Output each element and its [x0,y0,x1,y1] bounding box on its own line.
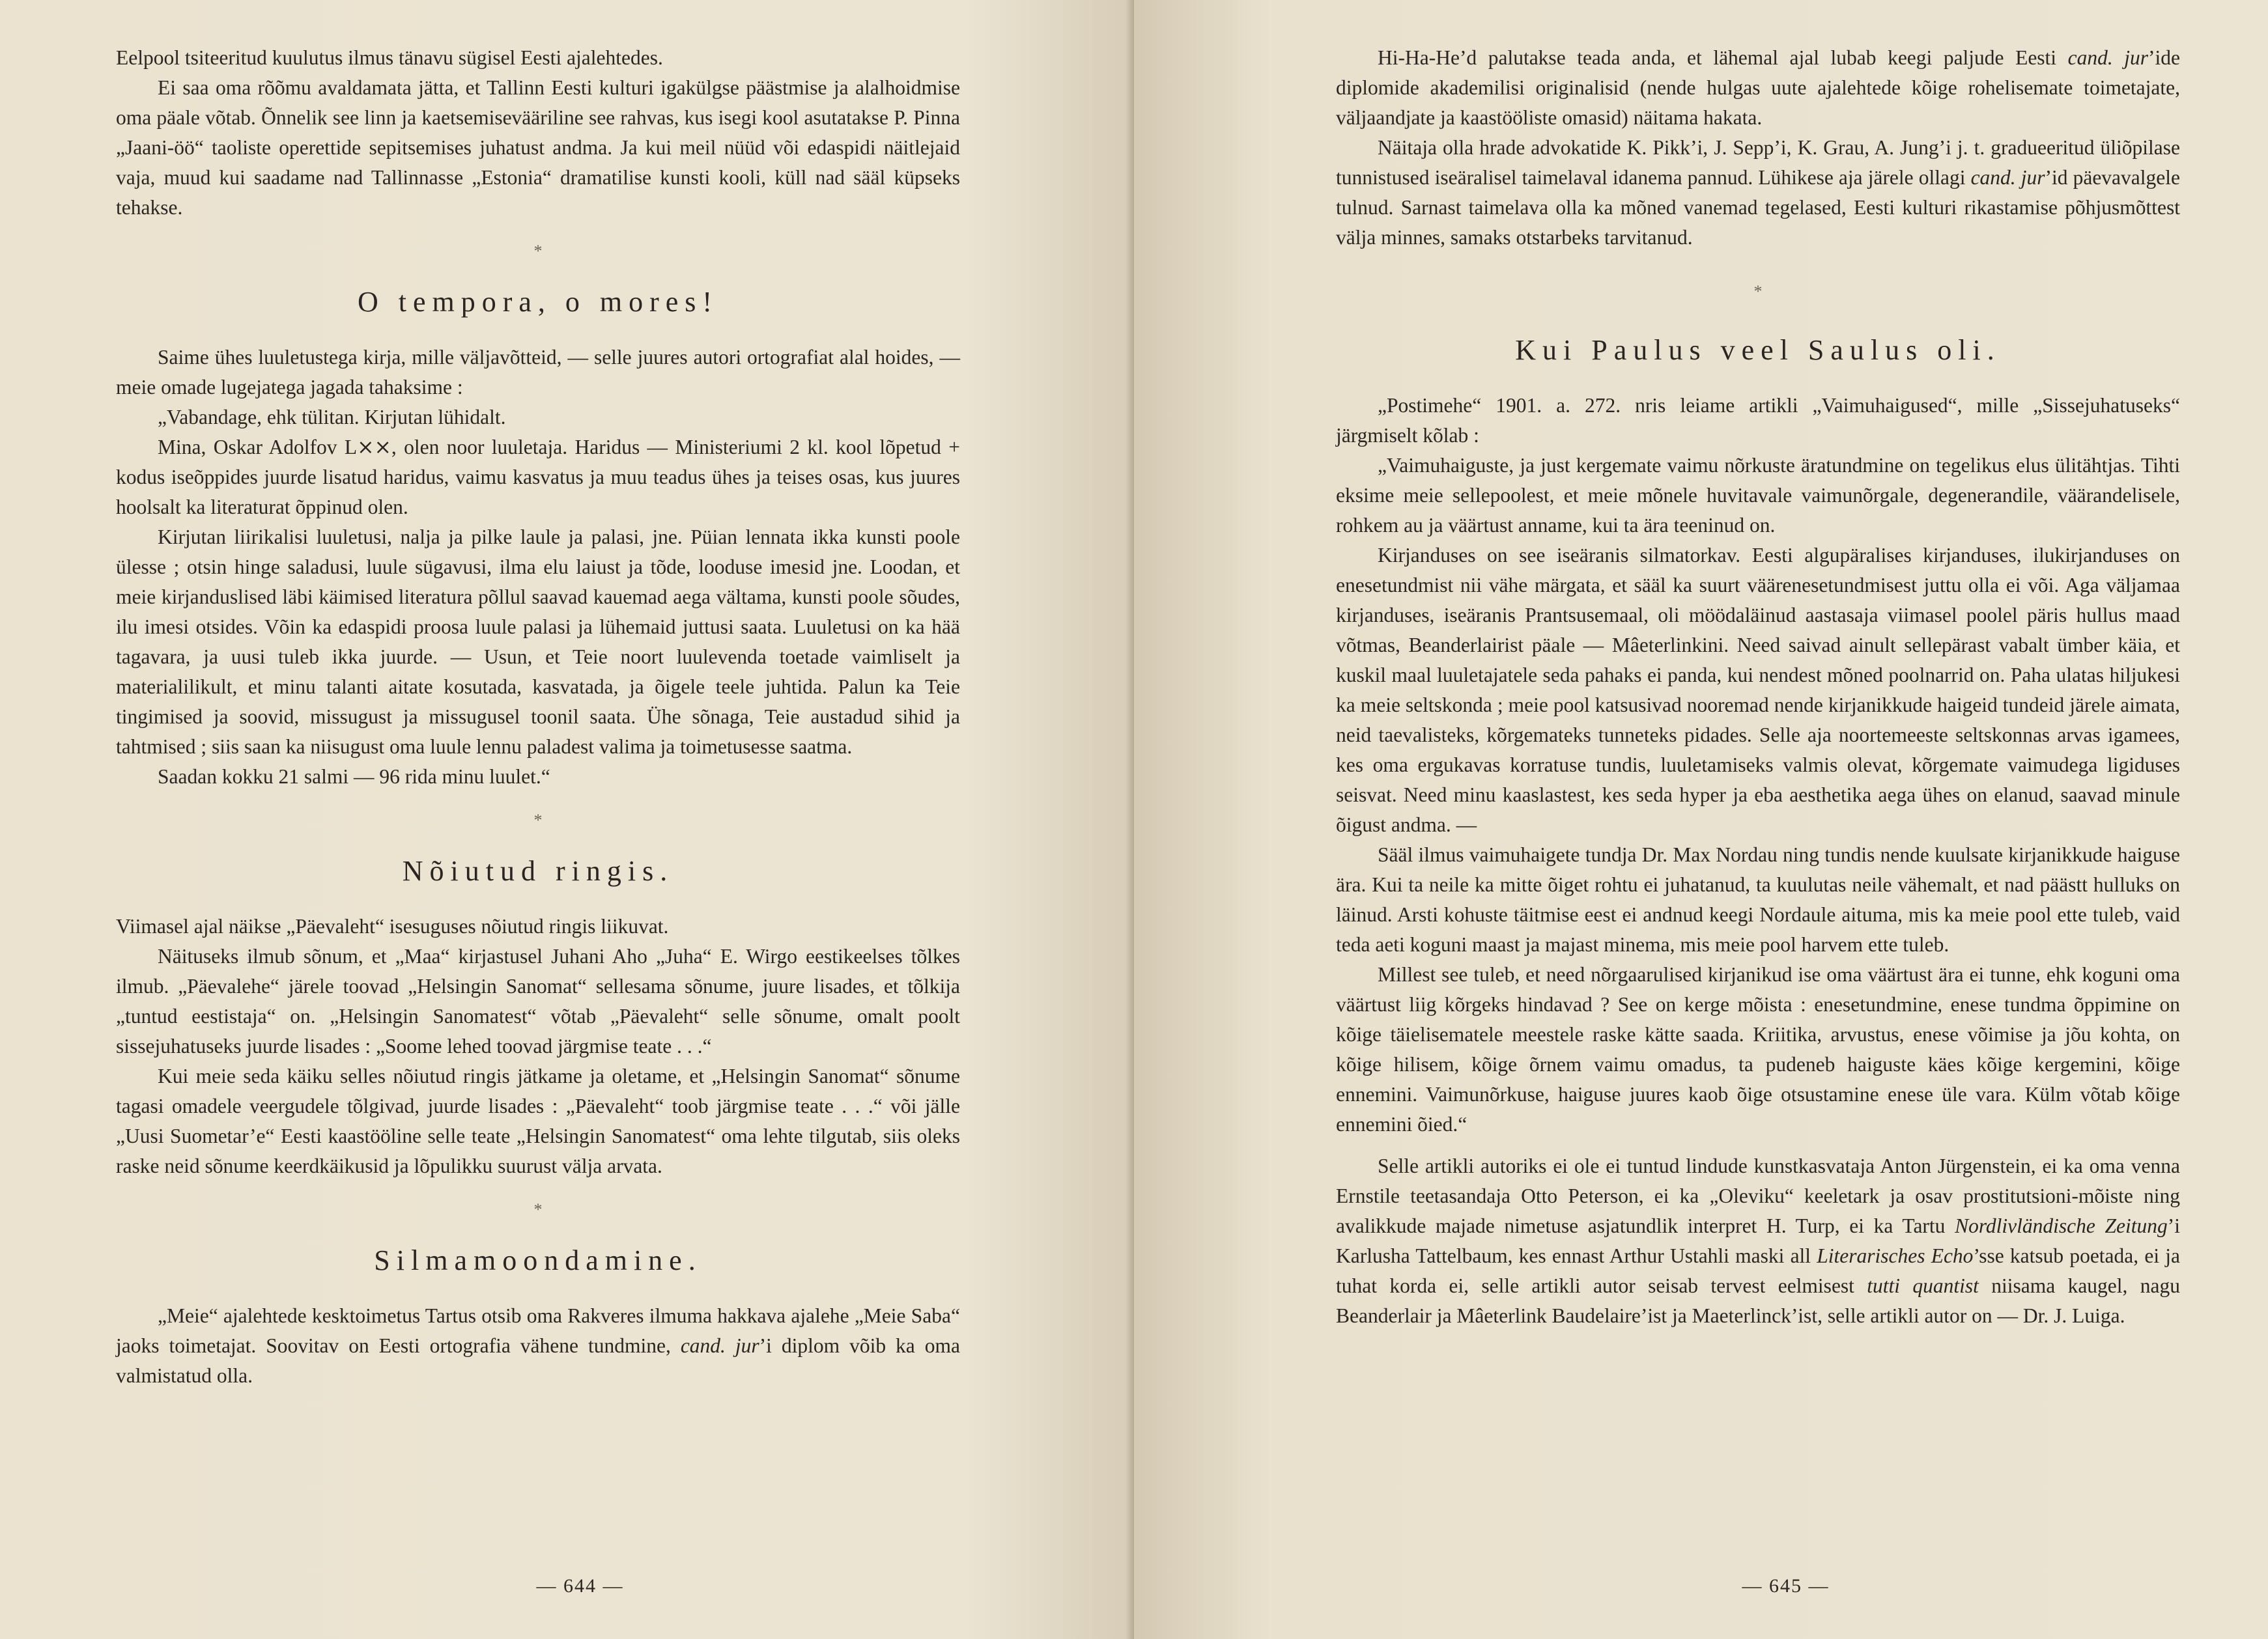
section-separator: * [1753,282,1763,301]
body-paragraph: „Vabandage, ehk tülitan. Kirjutan lühidalt. [158,406,506,428]
text-run: „Meie“ ajalehtede kesktoimetus Tartus otsib oma Rakveres ilmuma hakkava ajalehe „Meie Saba“ jaoks toimetajat. Soovitav on Eesti ortografia vähene tundmine, [116,1304,960,1357]
section-separator: * [533,242,543,260]
body-paragraph: Sääl ilmus vaimuhaigete tundja Dr. Max Nordau ning tundis nende kuulsate kirjanikkude haiguse ära. Kui ta neile ka mitte õiget rohtu ei juhatanud, ta kuulutas neile vähemalt, et nad päästt hulluks on läinud. Arsti kohuste täitmise eest ei andnud keegi Nordaule aituma, mis ka meie pool ette tuleb, vaid teda aeti koguni maast ja majast minema, mis meie pool harvem ette tuleb. [1336,843,2180,956]
page-number: — 645 — [1742,1575,1830,1597]
italic-term: tutti quantist [1867,1274,1979,1297]
text-run: ’i Karlusha Tattelbaum, kes ennast Arthur Ustahli maski all [1336,1214,2181,1267]
section-title: O tempora, o mores! [357,286,719,318]
intro-paragraph-1: Eelpool tsiteeritud kuulutus ilmus tänavu sügisel Eesti ajalehtedes. [116,46,663,69]
body-paragraph: Kirjanduses on see iseäranis silmatorkav. Eesti algupäralises kirjanduses, ilukirjanduses on enesetundmist nii vähe märgata, et sääl ka suurt väärenesetundmisest juttu olla ei või. Aga väljamaa kirjanduses, iseäranis Prantsusemaal, oli möödaläinud aastasaja viimasel poolel päris hullus maad võtmas, Beanderlairist päale — Mâeterlinkini. Need saivad ainult sellepärast vabalt ümber käia, et kuskil maal luuletajatele seda pahaks ei panda, kui nendest mõned poolnarrid on. Paha ulatas hiljukesi ka meie seltskonda ; meie pool katsusivad nooremad nende kirjanikkude haigeid tundeid järele aimata, neid taevalisteks, kõrgemateks tunneteks pidades. Selle aja noortemeeste seltskonnas arvas igamees, kes oma ergukavas korratuse tundis, luuletamiseks valmis olevat, kõrgemate vaimudega ligiduses seisvat. Need minu kaaslastest, kes seda hyper ja eba aesthetika aega ühes on elanud, saavad minule õigust andma. — [1336,544,2180,836]
intro-paragraph-2: Ei saa oma rõõmu avaldamata jätta, et Tallinn Eesti kulturi igakülgse päästmise ja alalhoidmise oma päale võtab. Õnnelik see linn ja kaetsemisevääriline see rahvas, kus isegi kool asutatakse P. Pinna „Jaani-öö“ taoliste operettide sepitsemises juhatust andma. Ja kui meil nüüd või edaspidi näitlejaid vaja, muud kui saadame nad Tallinnasse „Estonia“ dramatilise kunsti kooli, küll nad sääl küpseks tehakse. [116,76,960,219]
body-paragraph [116,1301,960,1391]
left-column [116,43,960,1391]
body-paragraph: Kirjutan liirikalisi luuletusi, nalja ja pilke laule ja palasi, jne. Püian lennata ikka kunsti poole ülesse ; otsin hinge saladusi, luule sügavusi, ilma elu laiust ja tõde, looduse imesid jne. Loodan, et meie kirjanduslised läbi käimised literatura põllul saavad kauemad aega vältama, kunsti poole sõudes, ilu imesi otsides. Võin ka edaspidi proosa luule palasi ja lühemaid juttusi saata. Luuletusi on ka hää tagavara, ja uusi tuleb ikka juurde. — Usun, et Teie noort luulevenda toetade vaimliselt ja materialilikult, et minu talanti aitate kosutada, kasvatada, ja õigele teele juhtida. Palun ka Teie tingimised ja soovid, missugust ja missugusel toonil saata. Ühe sõnaga, Teie austadud sihid ja tahtmised ; siis saan ka niisugust oma luule lennu paladest valima ja toimetusesse saatma. [116,525,960,758]
right-column [1336,43,2180,1331]
body-paragraph: Näituseks ilmub sõnum, et „Maa“ kirjastusel Juhani Aho „Juha“ E. Wirgo eestikeelses tõlkes ilmub. „Päevalehe“ järele toovad „Helsingin Sanomat“ sellesama sõnume, juure lisades, et tõlkija „tuntud eestistaja“ on. „Helsingin Sanomatest“ võtab „Päevaleht“ selle sõnume, omalt poolt sissejuhatuseks juurde lisades : „Soome lehed toovad järgmise teate . . .“ [116,945,960,1058]
page-number: — 644 — [536,1575,624,1597]
body-paragraph: Millest see tuleb, et need nõrgaarulised kirjanikud ise oma väärtust ära ei tunne, ehk koguni oma väärtust liig kõrgeks hindavad ? See on kerge mõista : enesetundmine, enese tundma õppimine on kõige täielisematele meestele raske kätte saada. Kriitika, arvustus, enese võimise ja jõu kohta, on kõige hilisem, kõige õrnem vaimu omadus, ta pudeneb haiguste käes kõige kergemini, kõige ennemini. Vaimunõrkuse, haiguse juures kaob õige otsustamine enese üle vara. Külm võtab kõige ennemini õied.“ [1336,963,2180,1136]
body-paragraph: Saime ühes luuletustega kirja, mille väljavõtteid, — selle juures autori ortografiat alal hoides, — meie omade lugejatega jagada tahaksime : [116,346,960,399]
section-title: Kui Paulus veel Saulus oli. [1515,334,2001,366]
right-page [1134,0,2268,1639]
body-paragraph [1336,43,2180,133]
body-paragraph: Saadan kokku 21 salmi — 96 rida minu luulet.“ [158,765,550,788]
text-run: niisama kaugel, nagu Beanderlair ja Mâeterlink Baudelaire’ist ja Maeterlinck’ist, selle artikli autor on — Dr. J. Luiga. [1336,1274,2180,1327]
text-run: ’ide diplomide akademilisi originalisid (nende hulgas uute ajalehtede kõige rohelisemate toimetajate, väljaandjate ja kaastööliste omasid) näitama hakata. [1336,46,2180,129]
body-paragraph: „Vaimuhaiguste, ja just kergemate vaimu nõrkuste äratundmine on tegelikus elus ülitähtjas. Tihti eksime meie sellepoolest, et meie mõnele huvitavale vaimunõrgale, degenerandile, väärandelisele, rohkem au ja väärtust anname, kui ta ära teeninud on. [1336,454,2180,537]
text-run: ’sse katsub poetada, ei ja tuhat korda ei, selle artikli autor seisab tervest eelmisest [1336,1244,2180,1297]
text-run: Hi-Ha-He’d palutakse teada anda, et lähemal ajal lubab keegi paljude Eesti [1378,46,2068,69]
italic-term: Literarisches Echo [1817,1244,1974,1267]
section-separator: * [533,811,543,830]
text-run: ’i diplom võib ka oma valmistatud olla. [116,1334,960,1387]
italic-term: Nordlivländische Zeitung [1955,1214,2168,1237]
body-paragraph: „Postimehe“ 1901. a. 272. nris leiame artikli „Vaimuhaigused“, mille „Sissejuhatuseks“ järgmiselt kõlab : [1336,394,2180,447]
italic-term: cand. jur [1970,166,2045,189]
section-title: Silmamoondamine. [374,1244,702,1276]
body-paragraph: Mina, Oskar Adolfov L⨯⨯, olen noor luuletaja. Haridus — Ministeriumi 2 kl. kool lõpetud + kodus iseõppides juurde lisatud haridus, vaimu kasvatus ja muu teadus ühes ja teises osas, kus juures hoolsalt ka literaturat õppinud olen. [116,436,960,518]
text-run: Näitaja olla hrade advokatide K. Pikk’i, J. Sepp’i, K. Grau, A. Jung’i j. t. gradueeritud üliõpilase tunnistused iseäralisel taimelaval idanema pannud. Lühikese aja järele ollagi [1336,136,2180,189]
body-paragraph: Kui meie seda käiku selles nõiutud ringis jätkame ja oletame, et „Helsingin Sanomat“ sõnume tagasi omadele veergudele tõlgivad, juurde lisades : „Päevaleht“ toob järgmise teate . . .“ või jälle „Uusi Suometar’e“ Eesti kaastööline selle teate „Helsingin Sanomatest“ oma lehte tilgutab, siis oleks raske neid sõnume keerdkäikusid ja lõpulikku suurust välja arvata. [116,1065,960,1177]
italic-term: cand. jur [2067,46,2149,69]
section-separator: * [533,1200,543,1219]
text-run: ’id päevavalgele tulnud. Sarnast taimelava olla ka mõned vanemad tegelased, Eesti kulturi rikastamise põhjusmõttest välja minnes, samaks otstarbeks tarvitanud. [1336,166,2180,249]
body-paragraph [1336,133,2180,253]
body-paragraph [1336,1151,2180,1331]
body-paragraph: Viimasel ajal näikse „Päevaleht“ isesuguses nõiutud ringis liikuvat. [116,915,669,938]
italic-term: cand. jur [680,1334,759,1357]
section-title: Nõiutud ringis. [402,855,674,887]
text-run: Selle artikli autoriks ei ole ei tuntud lindude kunstkasvataja Anton Jürgenstein, ei ka oma venna Ernstile teetasandaja Otto Peterson, ei ka „Oleviku“ keeletark ja osav prostitutsioni-mõiste ning avalikkude majade nimetuse asjatundlik interpret H. Turp, ei ka Tartu [1336,1155,2180,1237]
